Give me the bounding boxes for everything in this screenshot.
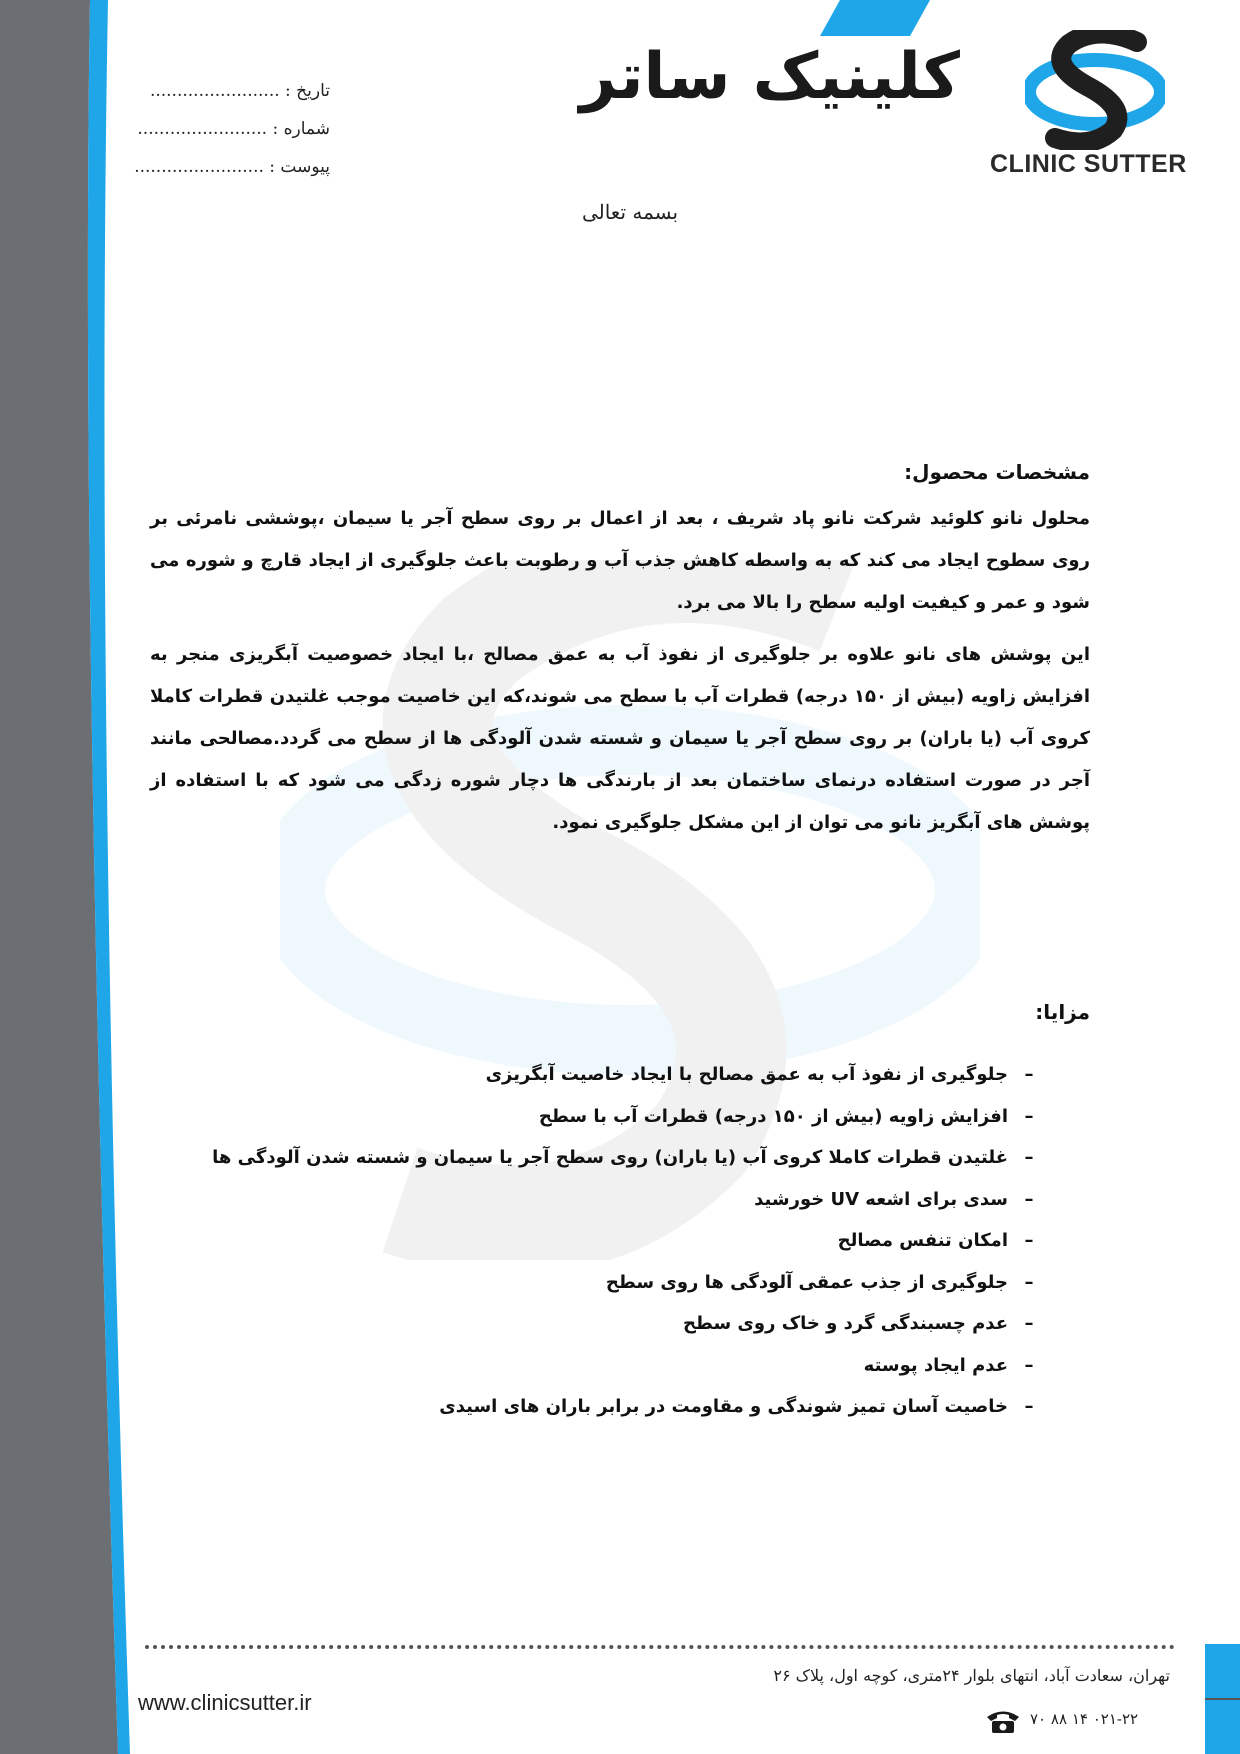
specs-heading: مشخصات محصول: [904,460,1090,484]
bullet-dash: – [1024,1064,1034,1085]
left-decorative-band [0,0,140,1754]
header-accent-bar [820,0,930,36]
advantages-list [150,1054,1050,1428]
clinic-logo-icon [1025,30,1165,150]
letter-meta-fields [130,72,330,186]
footer-website-link[interactable]: www.clinicsutter.ir [138,1690,312,1715]
footer-phone: ۰۲۱-۲۲ ۱۴ ۸۸ ۷۰ [1030,1710,1139,1728]
specs-paragraph: محلول نانو کلوئید شرکت نانو پاد شریف ، بعد از اعمال بر روی سطح آجر یا سیمان ،پوششی نامرئی بر روی سطوح ایجاد می کند که به واسطه کاهش جذب آب و رطوبت باعث جلوگیری از ایجاد قارچ و شوره می شود و عمر و کیفیت اولیه سطح را بالا می برد. [150,508,1090,613]
clinic-name-english: CLINIC SUTTER [990,150,1187,178]
bullet-dash: – [1024,1147,1034,1168]
list-item [150,1220,1050,1262]
footer-address: تهران، سعادت آباد، انتهای بلوار ۲۴متری، کوچه اول، پلاک ۲۶ [773,1666,1170,1685]
list-item [150,1096,1050,1138]
bullet-dash: – [1024,1105,1034,1127]
advantage-text: افزایش زاویه (بیش از ۱۵۰ درجه) قطرات آب با سطح [538,1105,1008,1127]
advantage-text: سدی برای اشعه UV خورشید [754,1188,1008,1210]
advantage-text: جلوگیری از نفوذ آب به عمق مصالح با ایجاد خاصیت آبگریزی [485,1064,1008,1085]
advantage-text: جلوگیری از جذب عمقی آلودگی ها روی سطح [605,1271,1008,1293]
advantage-text: امکان تنفس مصالح [837,1230,1008,1251]
date-field: تاریخ : ........................ [149,81,330,101]
bullet-dash: – [1024,1313,1034,1334]
list-item [150,1137,1050,1179]
bullet-dash: – [1024,1188,1034,1210]
basmala-heading: بسمه تعالی [581,200,679,224]
list-item [150,1179,1050,1221]
telephone-icon [985,1708,1021,1734]
bullet-dash: – [1024,1271,1034,1293]
list-item [150,1345,1050,1387]
advantage-text: عدم چسبندگی گرد و خاک روی سطح [682,1313,1008,1334]
list-item [150,1303,1050,1345]
advantage-text: غلتیدن قطرات کاملا کروی آب (یا باران) روی سطح آجر یا سیمان و شسته شدن آلودگی ها [212,1147,1008,1168]
bullet-dash: – [1024,1230,1034,1251]
list-item [150,1386,1050,1428]
clinic-name-persian: کلینیک ساتر [579,40,960,114]
footer-side-tab [1205,1644,1240,1754]
bullet-dash: – [1024,1396,1034,1417]
bullet-dash: – [1024,1354,1034,1376]
footer-divider [145,1645,1175,1649]
list-item [150,1054,1050,1096]
attachment-field: پیوست : ........................ [134,157,330,177]
list-item [150,1262,1050,1304]
advantage-text: خاصیت آسان تمیز شوندگی و مقاومت در برابر باران های اسیدی [439,1396,1008,1417]
number-field: شماره : ........................ [137,119,330,139]
product-specs-section [150,460,1090,854]
advantage-text: عدم ایجاد پوسته [863,1354,1008,1376]
advantages-heading: مزایا: [1035,1000,1090,1024]
specs-paragraph: این پوشش های نانو علاوه بر جلوگیری از نفوذ آب به عمق مصالح ،با ایجاد خصوصیت آبگریزی منجر به افزایش زاویه (بیش از ۱۵۰ درجه) قطرات آب با سطح می شوند،که این خاصیت موجب غلتیدن قطرات کاملا کروی آب (یا باران) بر روی سطح آجر یا سیمان و شسته شدن آلودگی ها از سطح می گردد.مصالحی مانند آجر در صورت استفاده درنمای ساختمان بعد از بارندگی ها دچار شوره زدگی می شود که با استفاده از پوشش های آبگریز نانو می توان از این مشکل جلوگیری نمود. [150,644,1090,833]
